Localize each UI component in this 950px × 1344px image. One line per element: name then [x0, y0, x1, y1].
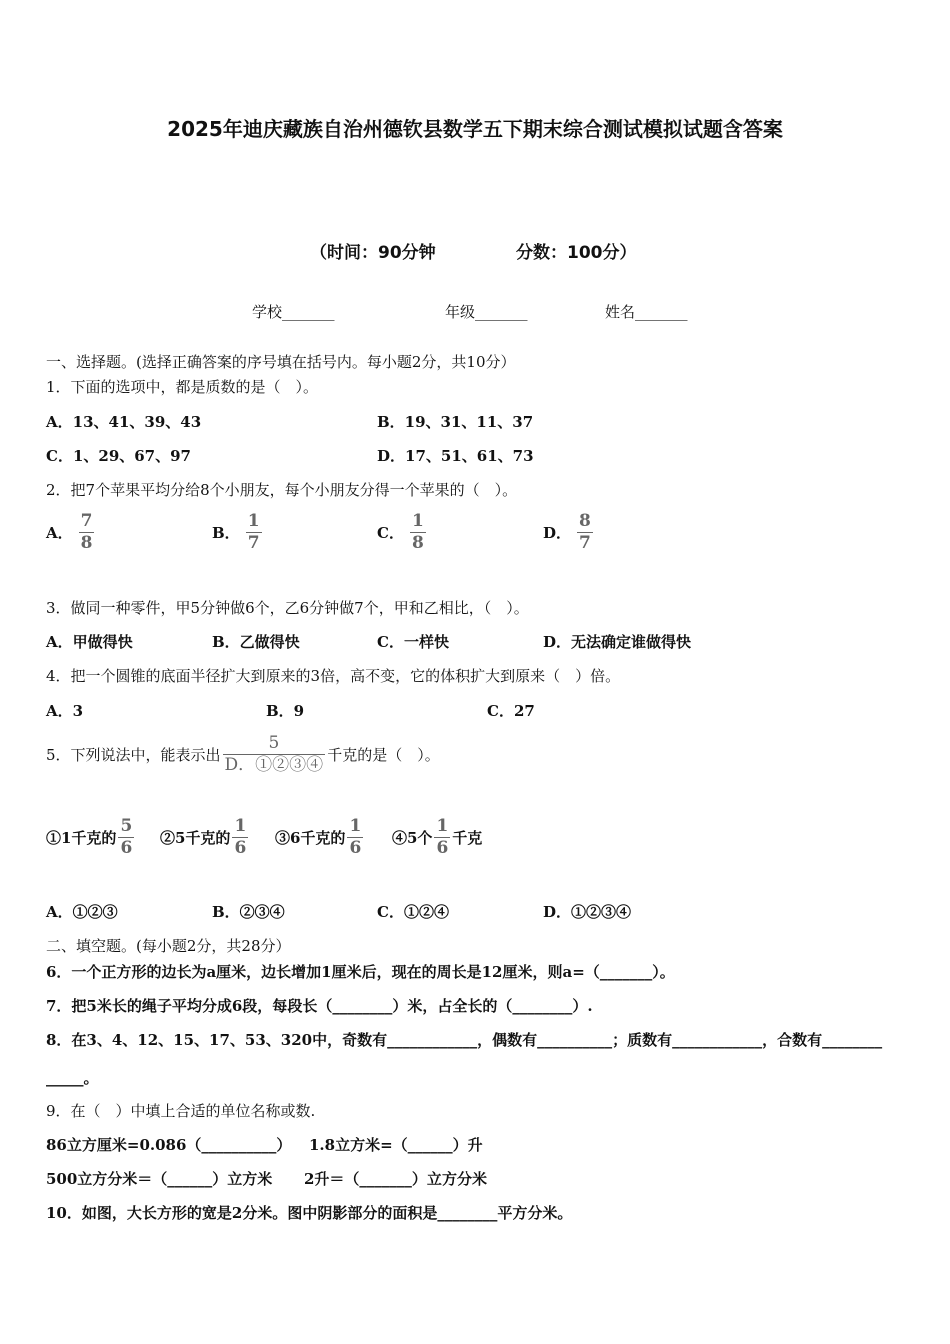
q2-option-c-label: C． — [377, 524, 404, 542]
exam-time: （时间：90分钟 — [310, 243, 436, 263]
q3-stem: 3．做同一种零件，甲5分钟做6个，乙6分钟做7个，甲和乙相比，（ ）。 — [46, 599, 529, 617]
q7: 7．把5米长的绳子平均分成6段，每段长（________）米，占全长的（________）. — [46, 997, 593, 1015]
q2-option-d[interactable] — [543, 513, 593, 552]
q4-option-c[interactable]: C．27 — [487, 702, 535, 720]
q5-option-a[interactable]: A．①②③ — [46, 903, 118, 921]
q1-option-a[interactable]: A．13、41、39、43 — [46, 413, 202, 431]
q6: 6．一个正方形的边长为a厘米，边长增加1厘米后，现在的周长是12厘米，则a=（_______）。 — [46, 963, 675, 981]
q5-stem-pre: 5．下列说法中，能表示出 — [46, 746, 221, 764]
q8: 8．在3、4、12、15、17、53、320中，奇数有____________，偶数有__________；质数有____________，合数有________ — [46, 1031, 883, 1049]
fraction: $\frac{5}{6}$ — [120, 816, 133, 858]
name-field[interactable]: 姓名_______ — [605, 303, 688, 321]
fraction: $\frac{1}{8}$ — [411, 511, 424, 553]
section-2-heading: 二、填空题。(每小题2分，共28分） — [46, 937, 291, 955]
q3-option-b[interactable]: B．乙做得快 — [212, 633, 300, 651]
q3-option-d[interactable]: D．无法确定谁做得快 — [543, 633, 692, 651]
section-1-heading: 一、选择题。(选择正确答案的序号填在括号内。每小题2分，共10分） — [46, 353, 516, 371]
school-field[interactable]: 学校_______ — [252, 303, 335, 321]
q2-option-a-label: A． — [46, 524, 73, 542]
q5-stem-post: 千克的是（ ）。 — [327, 746, 440, 764]
q9-item-2: 1.8立方米=（______）升 — [309, 1136, 483, 1154]
q2-stem: 2．把7个苹果平均分给8个小朋友，每个小朋友分得一个苹果的（ ）。 — [46, 481, 518, 499]
q3-option-c[interactable]: C．一样快 — [377, 633, 449, 651]
q5-statement-4: ④5个 $\frac{1}{6}$ 千克 — [392, 816, 483, 858]
q2-option-a[interactable] — [46, 513, 94, 552]
fraction: $\frac{1}{6}$ — [349, 816, 362, 858]
q5-option-b[interactable]: B．②③④ — [212, 903, 285, 921]
q4-option-a[interactable]: A．3 — [46, 702, 84, 720]
q5-option-c[interactable]: C．①②④ — [377, 903, 449, 921]
grade-field[interactable]: 年级_______ — [445, 303, 528, 321]
q2-option-b[interactable] — [212, 513, 262, 552]
q2-option-d-label: D． — [543, 524, 572, 542]
fraction: $\frac{7}{8}$ — [80, 511, 93, 553]
q5-stem — [46, 735, 440, 774]
q2-option-c[interactable] — [377, 513, 426, 552]
fraction: $\frac{8}{7}$ — [579, 511, 591, 553]
fraction: $\frac{5}{\text{D．①②③④}}$ — [224, 733, 324, 775]
q9-item-4: 2升＝（_______）立方分米 — [304, 1170, 487, 1188]
fraction: $\frac{1}{6}$ — [234, 816, 247, 858]
q1-stem: 1．下面的选项中，都是质数的是（ ）。 — [46, 378, 319, 396]
q5-statement-1: ①1千克的 $\frac{5}{6}$ — [46, 816, 133, 858]
q5-statement-2: ②5千克的 $\frac{1}{6}$ — [160, 816, 247, 858]
q5-statement-3: ③6千克的 $\frac{1}{6}$ — [275, 816, 362, 858]
q1-option-c[interactable]: C．1、29、67、97 — [46, 447, 191, 465]
q3-option-a[interactable]: A．甲做得快 — [46, 633, 133, 651]
fraction: $\frac{1}{7}$ — [247, 511, 260, 553]
q4-stem: 4．把一个圆锥的底面半径扩大到原来的3倍，高不变，它的体积扩大到原来（ ）倍。 — [46, 667, 621, 685]
page-title: 2025年迪庆藏族自治州德钦县数学五下期末综合测试模拟试题含答案 — [167, 117, 783, 141]
q5-option-d[interactable]: D．①②③④ — [543, 903, 632, 921]
q1-option-d[interactable]: D．17、51、61、73 — [377, 447, 534, 465]
q1-option-b[interactable]: B．19、31、11、37 — [377, 413, 534, 431]
fraction: $\frac{1}{6}$ — [436, 816, 449, 858]
q9-stem: 9．在（ ）中填上合适的单位名称或数. — [46, 1102, 316, 1120]
exam-score: 分数：100分） — [516, 243, 637, 263]
q9-item-3: 500立方分米＝（______）立方米 — [46, 1170, 273, 1188]
q9-item-1: 86立方厘米=0.086（__________） — [46, 1136, 292, 1154]
q10: 10．如图，大长方形的宽是2分米。图中阴影部分的面积是________平方分米。 — [46, 1204, 573, 1222]
q8-continued: _____。 — [46, 1069, 99, 1087]
q4-option-b[interactable]: B．9 — [266, 702, 305, 720]
q2-option-b-label: B． — [212, 524, 240, 542]
